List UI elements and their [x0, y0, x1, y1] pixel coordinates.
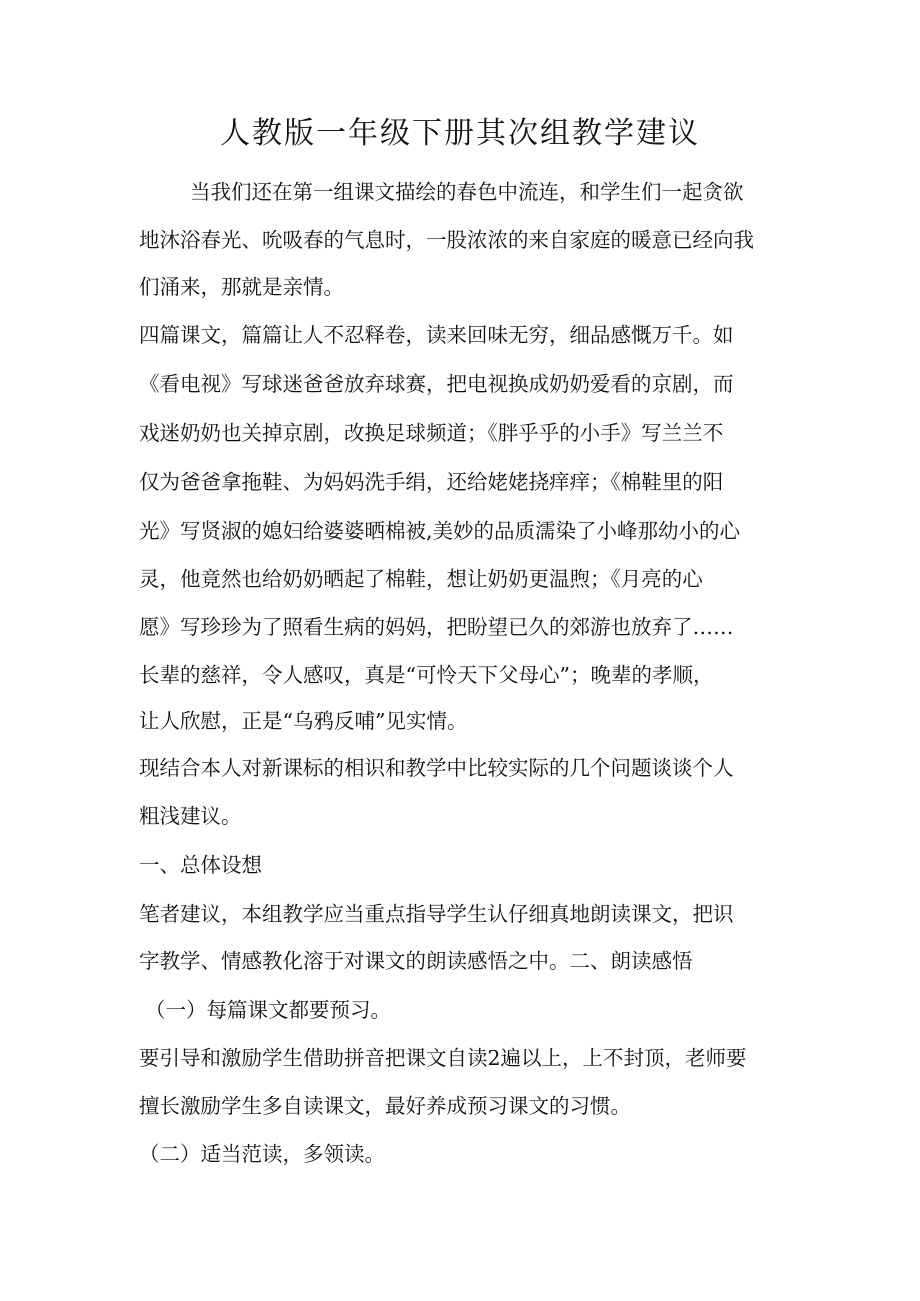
paragraph-line: 地沐浴春光、吮吸春的气息时，一股浓浓的来自家庭的暖意已经向我 — [139, 228, 754, 252]
section-heading: 一、总体设想 — [139, 853, 262, 877]
paragraph-line: 仅为爸爸拿拖鞋、为妈妈洗手绢，还给姥姥挠痒痒；《棉鞋里的阳 — [139, 470, 724, 494]
paragraph-line: 戏迷奶奶也关掉京剧，改换足球频道；《胖乎乎的小手》写兰兰不 — [139, 421, 724, 445]
paragraph-line: 们涌来，那就是亲情。 — [139, 275, 344, 299]
paragraph-line: 四篇课文，篇篇让人不忍释卷，读来回味无穷，细品感慨万千。如 — [139, 323, 734, 347]
paragraph-line: 擅长激励学生多自读课文，最好养成预习课文的习惯。 — [139, 1094, 631, 1118]
subsection-heading: （一）每篇课文都要预习。 — [145, 998, 391, 1022]
paragraph-line: 《看电视》写球迷爸爸放弃球赛，把电视换成奶奶爱看的京剧，而 — [139, 372, 734, 396]
paragraph-line: 光》写贤淑的媳妇给婆婆晒棉被,美妙的品质濡染了小峰那幼小的心 — [139, 519, 741, 543]
subsection-heading: （二）适当范读，多领读。 — [139, 1142, 385, 1166]
paragraph-line: 长辈的慈祥，令人感叹，真是“可怜天下父母心”；晚辈的孝顺， — [139, 663, 714, 687]
paragraph-line: 笔者建议，本组教学应当重点指导学生认仔细真地朗读课文，把识 — [139, 902, 734, 926]
paragraph-line: 字教学、情感教化溶于对课文的朗读感悟之中。二、朗读感悟 — [139, 949, 693, 973]
paragraph-line: 现结合本人对新课标的相识和教学中比较实际的几个问题谈谈个人 — [139, 756, 734, 780]
paragraph-line: 要引导和激励学生借助拼音把课文自读2遍以上，上不封顶，老师要 — [139, 1046, 747, 1070]
document-title: 人教版一年级下册其次组教学建议 — [220, 116, 700, 151]
paragraph-line: 粗浅建议。 — [139, 804, 242, 828]
paragraph-line: 愿》写珍珍为了照看生病的妈妈，把盼望已久的郊游也放弃了…… — [139, 615, 734, 639]
paragraph-line: 让人欣慰，正是“乌鸦反哺”见实情。 — [139, 709, 468, 733]
paragraph-line: 灵，他竟然也给奶奶晒起了棉鞋，想让奶奶更温煦；《月亮的心 — [139, 567, 703, 591]
paragraph-line: 当我们还在第一组课文描绘的春色中流连，和学生们一起贪欲 — [190, 180, 744, 204]
